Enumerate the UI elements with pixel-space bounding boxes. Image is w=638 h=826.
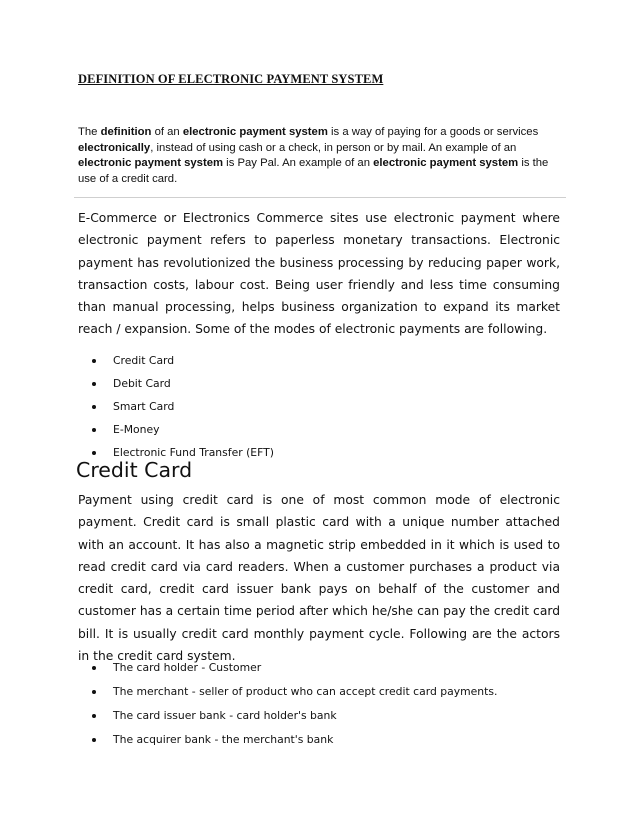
- bullet-icon: [92, 382, 96, 386]
- definition-bold-term: electronic payment system: [78, 157, 224, 169]
- list-item-label: The card issuer bank - card holder's bank: [113, 709, 337, 722]
- bullet-icon: [92, 405, 96, 409]
- payment-modes-list: [78, 349, 274, 464]
- definition-text: The: [78, 126, 101, 138]
- list-item: [78, 372, 274, 395]
- definition-bold-term: electronic payment system: [373, 157, 519, 169]
- bullet-icon: [92, 690, 96, 694]
- list-item: [78, 395, 274, 418]
- bullet-icon: [92, 666, 96, 670]
- list-item-label: Smart Card: [113, 400, 175, 413]
- list-item-label: E-Money: [113, 423, 160, 436]
- definition-bold-term: electronic payment system: [182, 126, 328, 138]
- credit-card-heading: Credit Card: [76, 458, 193, 482]
- list-item: [78, 728, 497, 752]
- definition-paragraph: [78, 125, 568, 187]
- list-item-label: Electronic Fund Transfer (EFT): [113, 446, 274, 459]
- bullet-icon: [92, 428, 96, 432]
- credit-card-actors-list: [78, 656, 497, 752]
- list-item: [78, 349, 274, 372]
- definition-text: of an: [151, 126, 183, 138]
- definition-bold-term: definition: [100, 126, 152, 138]
- list-item-label: Debit Card: [113, 377, 171, 390]
- bullet-icon: [92, 451, 96, 455]
- bullet-icon: [92, 738, 96, 742]
- bullet-icon: [92, 359, 96, 363]
- intro-paragraph: E-Commerce or Electronics Commerce sites use electronic payment where electronic payment refers to paperless monetary transactions. Electronic payment has revolutionized the business processing by reducing paper work, transaction costs, labour cost. Being user friendly and less time consuming than manual processing, helps business organization to expand its market reach / expansion. Some of the modes of electronic payments are following.: [78, 211, 560, 337]
- list-item-label: The acquirer bank - the merchant's bank: [113, 733, 334, 746]
- credit-card-paragraph: Payment using credit card is one of most common mode of electronic payment. Credit card is small plastic card with a unique number attached with an account. It has also a magnetic strip embedded in it which is used to read credit card via card readers. When a customer purchases a product via credit card, credit card issuer bank pays on behalf of the customer and customer has a certain time period after which he/she can pay the credit card bill. It is usually credit card monthly payment cycle. Following are the actors in the credit card system.: [78, 493, 560, 664]
- definition-text: is the use of a credit card.: [78, 157, 549, 185]
- section-divider: [74, 197, 566, 198]
- list-item: [78, 704, 497, 728]
- list-item-label: The merchant - seller of product who can accept credit card payments.: [113, 685, 498, 698]
- definition-bold-term: electronically: [78, 141, 151, 154]
- bullet-icon: [92, 714, 96, 718]
- list-item: [78, 418, 274, 441]
- list-item: [78, 680, 497, 704]
- definition-text: is a way of paying for a goods or services: [327, 126, 539, 138]
- definition-text: is Pay Pal. An example of an: [223, 157, 374, 169]
- definition-text: , instead of using cash or a check, in person or by mail. An example of an: [150, 141, 517, 154]
- list-item: [78, 656, 497, 680]
- list-item-label: Credit Card: [113, 354, 175, 367]
- document-title: DEFINITION OF ELECTRONIC PAYMENT SYSTEM: [78, 72, 384, 86]
- list-item-label: The card holder - Customer: [113, 661, 262, 674]
